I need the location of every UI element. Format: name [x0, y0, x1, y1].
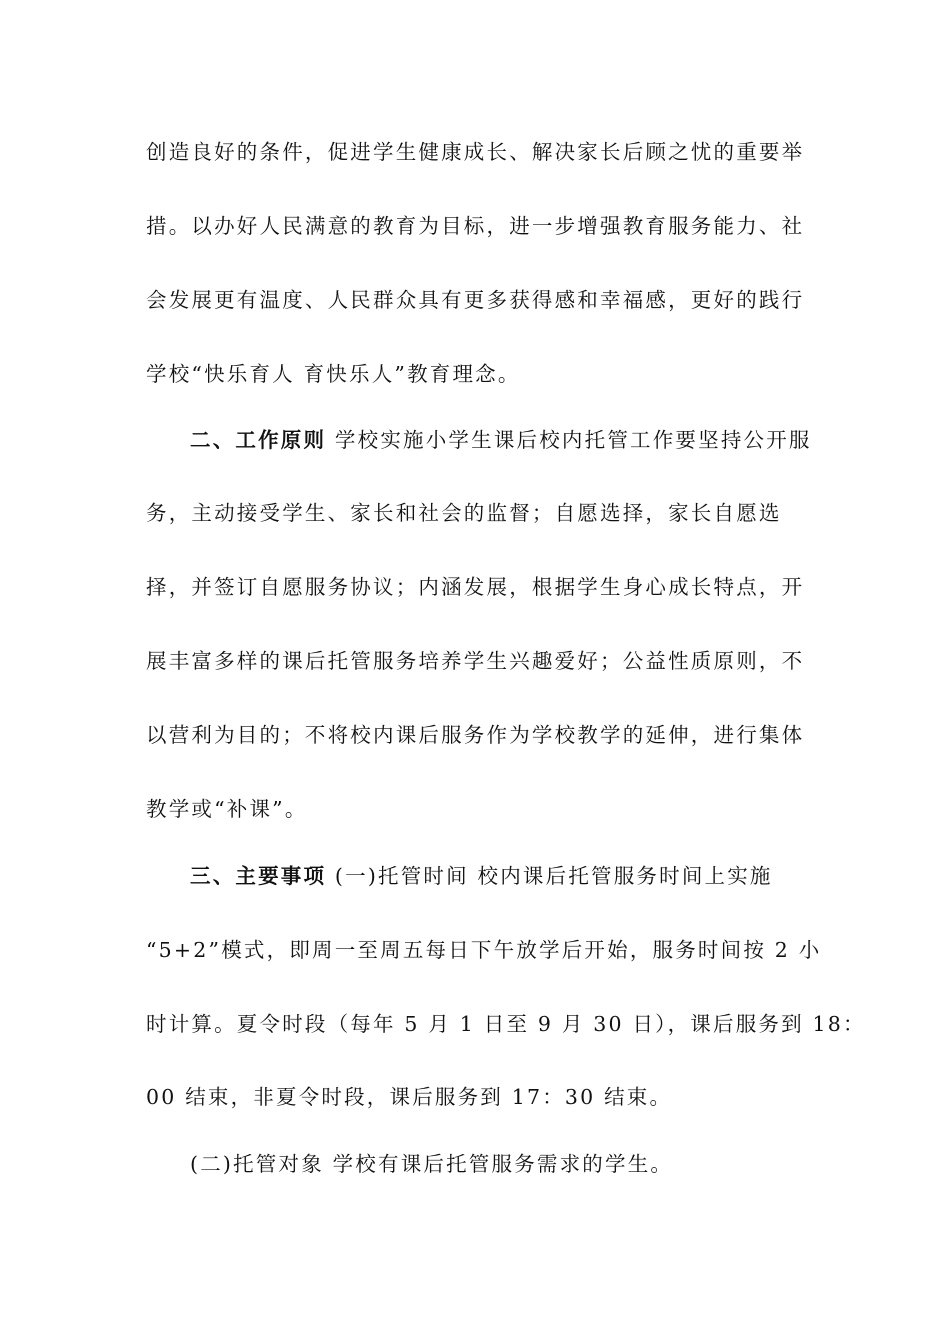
paragraph-line: 教学或“补课”。	[146, 797, 308, 821]
paragraph-line: 以营利为目的；不将校内课后服务作为学校教学的延伸，进行集体	[146, 723, 805, 747]
section-3-intro: (一)托管时间 校内课后托管服务时间上实施	[326, 864, 773, 888]
section-2-heading: 二、工作原则	[190, 428, 327, 452]
paragraph-line: 00 结束，非夏令时段，课后服务到 17：30 结束。	[146, 1085, 673, 1109]
paragraph-line: 展丰富多样的课后托管服务培养学生兴趣爱好；公益性质原则，不	[146, 649, 805, 673]
section-3-first-line	[190, 862, 773, 890]
section-3-heading: 三、主要事项	[190, 864, 327, 888]
paragraph-line: “5+2”模式，即周一至周五每日下午放学后开始，服务时间按 2 小	[146, 938, 822, 962]
section-2-first-line	[190, 426, 812, 454]
section-3-item-2: (二)托管对象 学校有课后托管服务需求的学生。	[190, 1152, 674, 1176]
paragraph-line: 创造良好的条件，促进学生健康成长、解决家长后顾之忧的重要举	[146, 140, 805, 164]
section-2-intro: 学校实施小学生课后校内托管工作要坚持公开服	[326, 428, 812, 452]
paragraph-line: 学校“快乐育人 育快乐人”教育理念。	[146, 362, 521, 386]
paragraph-line: 时计算。夏令时段（每年 5 月 1 日至 9 月 30 日），课后服务到 18：	[146, 1012, 866, 1036]
paragraph-line: 务，主动接受学生、家长和社会的监督；自愿选择，家长自愿选	[146, 501, 782, 525]
paragraph-line: 择，并签订自愿服务协议；内涵发展，根据学生身心成长特点，开	[146, 575, 805, 599]
paragraph-line: 措。以办好人民满意的教育为目标，进一步增强教育服务能力、社	[146, 214, 805, 238]
paragraph-line: 会发展更有温度、人民群众具有更多获得感和幸福感，更好的践行	[146, 288, 805, 312]
